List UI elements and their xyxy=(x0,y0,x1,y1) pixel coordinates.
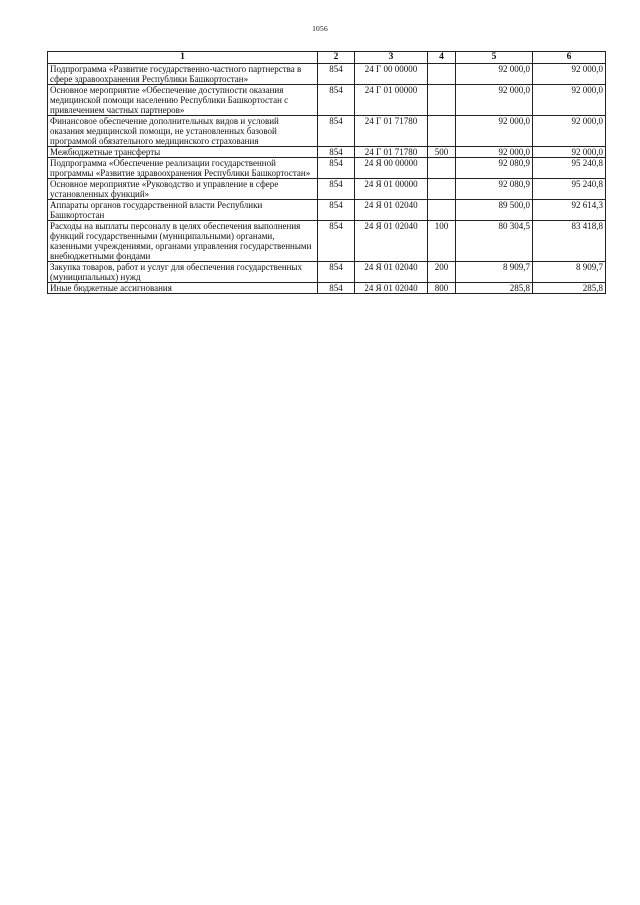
ministry-code: 854 xyxy=(318,64,355,85)
target-article-code: 24 Я 01 00000 xyxy=(355,179,428,200)
table-row xyxy=(48,179,606,200)
table-row xyxy=(48,64,606,85)
table-row xyxy=(48,283,606,294)
ministry-code: 854 xyxy=(318,158,355,179)
amount-column-6: 92 000,0 xyxy=(533,147,606,158)
amount-column-6: 92 614,3 xyxy=(533,200,606,221)
amount-column-6: 8 909,7 xyxy=(533,262,606,283)
ministry-code: 854 xyxy=(318,179,355,200)
item-name: Закупка товаров, работ и услуг для обеспечения государственных (муниципальных) нужд xyxy=(48,262,318,283)
item-name: Основное мероприятие «Руководство и управление в сфере установленных функций» xyxy=(48,179,318,200)
amount-column-5: 92 080,9 xyxy=(456,179,533,200)
expense-type-code xyxy=(428,85,456,116)
amount-column-5: 92 080,9 xyxy=(456,158,533,179)
target-article-code: 24 Г 01 00000 xyxy=(355,85,428,116)
amount-column-6: 83 418,8 xyxy=(533,221,606,262)
item-name: Иные бюджетные ассигнования xyxy=(48,283,318,294)
table-row xyxy=(48,85,606,116)
ministry-code: 854 xyxy=(318,221,355,262)
amount-column-6: 285,8 xyxy=(533,283,606,294)
target-article-code: 24 Я 01 02040 xyxy=(355,262,428,283)
target-article-code: 24 Я 00 00000 xyxy=(355,158,428,179)
ministry-code: 854 xyxy=(318,200,355,221)
target-article-code: 24 Г 01 71780 xyxy=(355,116,428,147)
item-name: Основное мероприятие «Обеспечение доступности оказания медицинской помощи населению Республики Башкортостан с привлечением частных партнеров» xyxy=(48,85,318,116)
amount-column-6: 92 000,0 xyxy=(533,85,606,116)
target-article-code: 24 Я 01 02040 xyxy=(355,221,428,262)
column-header: 4 xyxy=(428,52,456,64)
table-row xyxy=(48,200,606,221)
column-header: 3 xyxy=(355,52,428,64)
item-name: Расходы на выплаты персоналу в целях обеспечения выполнения функций государственными (муниципальными) органами, казенными учреждениями, органами управления государственными внебюджетными фондами xyxy=(48,221,318,262)
expense-type-code: 500 xyxy=(428,147,456,158)
budget-table xyxy=(47,51,606,294)
amount-column-6: 92 000,0 xyxy=(533,64,606,85)
table-header-row xyxy=(48,52,606,64)
ministry-code: 854 xyxy=(318,283,355,294)
target-article-code: 24 Г 01 71780 xyxy=(355,147,428,158)
amount-column-5: 92 000,0 xyxy=(456,116,533,147)
amount-column-6: 95 240,8 xyxy=(533,158,606,179)
ministry-code: 854 xyxy=(318,85,355,116)
page-number: 1056 xyxy=(312,24,328,33)
table-row xyxy=(48,221,606,262)
ministry-code: 854 xyxy=(318,147,355,158)
expense-type-code: 200 xyxy=(428,262,456,283)
amount-column-5: 92 000,0 xyxy=(456,147,533,158)
ministry-code: 854 xyxy=(318,262,355,283)
item-name: Подпрограмма «Развитие государственно-частного партнерства в сфере здравоохранения Республики Башкортостан» xyxy=(48,64,318,85)
amount-column-6: 92 000,0 xyxy=(533,116,606,147)
target-article-code: 24 Я 01 02040 xyxy=(355,200,428,221)
amount-column-5: 8 909,7 xyxy=(456,262,533,283)
expense-type-code xyxy=(428,116,456,147)
item-name: Межбюджетные трансферты xyxy=(48,147,318,158)
amount-column-5: 92 000,0 xyxy=(456,85,533,116)
expense-type-code xyxy=(428,158,456,179)
table-row xyxy=(48,158,606,179)
column-header: 2 xyxy=(318,52,355,64)
expense-type-code xyxy=(428,64,456,85)
table-row xyxy=(48,116,606,147)
table-row xyxy=(48,147,606,158)
table-row xyxy=(48,262,606,283)
target-article-code: 24 Я 01 02040 xyxy=(355,283,428,294)
item-name: Подпрограмма «Обеспечение реализации государственной программы «Развитие здравоохранения Республики Башкортостан» xyxy=(48,158,318,179)
amount-column-6: 95 240,8 xyxy=(533,179,606,200)
item-name: Финансовое обеспечение дополнительных видов и условий оказания медицинской помощи, не установленных базовой программой обязательного медицинского страхования xyxy=(48,116,318,147)
expense-type-code: 800 xyxy=(428,283,456,294)
column-header: 6 xyxy=(533,52,606,64)
amount-column-5: 89 500,0 xyxy=(456,200,533,221)
item-name: Аппараты органов государственной власти Республики Башкортостан xyxy=(48,200,318,221)
ministry-code: 854 xyxy=(318,116,355,147)
expense-type-code xyxy=(428,200,456,221)
target-article-code: 24 Г 00 00000 xyxy=(355,64,428,85)
amount-column-5: 285,8 xyxy=(456,283,533,294)
amount-column-5: 92 000,0 xyxy=(456,64,533,85)
expense-type-code: 100 xyxy=(428,221,456,262)
column-header: 1 xyxy=(48,52,318,64)
column-header: 5 xyxy=(456,52,533,64)
amount-column-5: 80 304,5 xyxy=(456,221,533,262)
expense-type-code xyxy=(428,179,456,200)
